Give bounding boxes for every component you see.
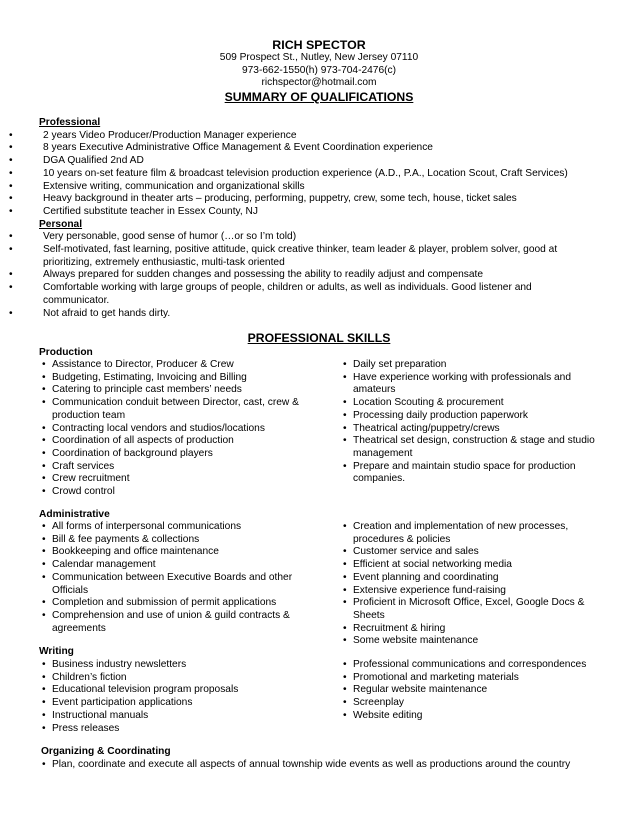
professional-item (9, 155, 599, 168)
bullet-icon: • (343, 371, 347, 383)
bullet-icon: • (42, 460, 46, 472)
writing-skill-text: Event participation applications (52, 697, 193, 709)
resume-header (0, 38, 638, 105)
production-skill (39, 423, 307, 436)
administrative-skill (340, 597, 602, 622)
administrative-heading-wrap (39, 509, 110, 522)
writing-skill (340, 659, 602, 672)
personal-heading: Personal (39, 218, 83, 230)
personal-item-text: Very personable, good sense of humor (…or so I’m told) (43, 231, 297, 243)
bullet-icon: • (42, 709, 46, 721)
bullet-icon: • (42, 609, 46, 621)
writing-skill-text: Instructional manuals (52, 709, 149, 721)
administrative-skill (39, 521, 307, 534)
professional-item-text: 10 years on-set feature film & broadcast television production experience (A.D., P.A., Location Scout, Craft Services) (43, 167, 568, 179)
address: 509 Prospect St., Nutley, New Jersey 07110 (219, 52, 419, 63)
bullet-icon: • (343, 684, 347, 696)
production-skill-text: Coordination of background players (52, 447, 213, 459)
professional-item (9, 193, 599, 206)
production-skill-text: Crowd control (52, 486, 115, 498)
professional-list (9, 129, 599, 219)
professional-item (9, 205, 599, 219)
bullet-icon: • (343, 422, 347, 434)
administrative-heading: Administrative (39, 509, 110, 520)
phone-numbers: 973-662-1550(h) 973-704-2476(c) (241, 64, 397, 76)
administrative-skill-text: Extensive experience fund-raising (353, 584, 506, 596)
administrative-right-column (340, 521, 602, 648)
administrative-skill (39, 546, 307, 559)
administrative-skill-text: Event planning and coordinating (353, 571, 499, 583)
administrative-skill-text: Comprehension and use of union & guild contracts & agreements (52, 609, 290, 634)
production-skill-text: Catering to principle cast members’ needs (52, 384, 242, 396)
administrative-skill-text: Completion and submission of permit applications (52, 597, 277, 609)
writing-skill (340, 684, 602, 697)
personal-item-text: Self-motivated, fast learning, positive attitude, quick creative thinker, team leader & player, problem solver, good at prioritizing, extremely enthusiastic, multi-task oriented (43, 244, 558, 268)
writing-skill (39, 723, 307, 736)
bullet-icon: • (343, 622, 347, 634)
professional-item-text: Heavy background in theater arts – producing, performing, puppetry, crew, some tech, house, ticket sales (43, 193, 517, 205)
bullet-icon: • (9, 180, 13, 192)
bullet-icon: • (343, 359, 347, 370)
writing-skill (340, 710, 602, 723)
bullet-icon: • (42, 697, 46, 709)
production-skill-text: Crew recruitment (52, 473, 130, 485)
writing-left-column (39, 659, 307, 735)
production-skill (39, 473, 307, 486)
production-heading-wrap (39, 347, 93, 360)
writing-skill-text: Press releases (52, 722, 120, 734)
administrative-skill (340, 521, 602, 546)
production-skill (39, 384, 307, 397)
organizing-section (41, 746, 621, 771)
professional-item (9, 167, 599, 181)
personal-item-text: Always prepared for sudden changes and possessing the ability to readily adjust and compensate (43, 269, 484, 281)
personal-item (9, 282, 599, 307)
bullet-icon: • (9, 142, 13, 154)
writing-skill (39, 710, 307, 723)
bullet-icon: • (343, 697, 347, 709)
administrative-skill (340, 559, 602, 572)
bullet-icon: • (42, 359, 46, 370)
bullet-icon: • (42, 422, 46, 434)
bullet-icon: • (42, 384, 46, 396)
bullet-icon: • (343, 659, 347, 670)
writing-right-column (340, 659, 602, 723)
administrative-skill (39, 572, 307, 597)
personal-list (9, 231, 599, 320)
bullet-icon: • (343, 671, 347, 683)
bullet-icon: • (42, 486, 46, 498)
production-skill-text: Contracting local vendors and studios/locations (52, 422, 265, 434)
administrative-skill-text: Proficient in Microsoft Office, Excel, Google Docs & Sheets (353, 597, 585, 621)
bullet-icon: • (9, 205, 13, 217)
professional-item (9, 180, 599, 194)
bullet-icon: • (42, 559, 46, 571)
bullet-icon: • (9, 307, 13, 319)
writing-skill-text: Regular website maintenance (353, 684, 488, 696)
administrative-right-list (340, 521, 602, 648)
professional-item-text: Certified substitute teacher in Essex County, NJ (43, 205, 258, 217)
writing-skill-text: Promotional and marketing materials (353, 671, 519, 683)
bullet-icon: • (42, 435, 46, 447)
writing-skill (39, 672, 307, 685)
production-skill-text: Theatrical set design, construction & stage and studio management (353, 435, 595, 459)
writing-skill-text: Children’s fiction (52, 671, 127, 683)
writing-left-list (39, 659, 307, 735)
production-skill (39, 486, 307, 499)
bullet-icon: • (343, 546, 347, 558)
writing-skill (39, 684, 307, 697)
production-skill-text: Craft services (52, 460, 115, 472)
bullet-icon: • (343, 521, 347, 532)
writing-skill (340, 672, 602, 685)
production-skill-text: Budgeting, Estimating, Invoicing and Billing (52, 371, 247, 383)
bullet-icon: • (42, 533, 46, 545)
bullet-icon: • (343, 397, 347, 409)
writing-skill-text: Educational television program proposals (52, 684, 239, 696)
administrative-skill-text: Bill & fee payments & collections (52, 533, 200, 545)
organizing-heading: Organizing & Coordinating (41, 746, 171, 757)
bullet-icon: • (343, 460, 347, 472)
bullet-icon: • (343, 559, 347, 571)
production-skill (340, 461, 602, 486)
personal-item-text: Comfortable working with large groups of people, children or adults, as well as individuals. Good listener and communicator. (43, 282, 532, 306)
writing-skill-text: Professional communications and correspondences (353, 659, 587, 670)
production-skill (340, 372, 602, 397)
writing-skill (39, 659, 307, 672)
production-skill (340, 397, 602, 410)
administrative-skill (39, 597, 307, 610)
applicant-name: RICH SPECTOR (272, 38, 366, 52)
administrative-skill-text: Calendar management (52, 559, 156, 571)
bullet-icon: • (343, 584, 347, 596)
administrative-skill (39, 559, 307, 572)
organizing-list (39, 759, 621, 772)
production-right-column (340, 359, 602, 486)
bullet-icon: • (42, 473, 46, 485)
bullet-icon: • (9, 282, 13, 294)
professional-item-text: 8 years Executive Administrative Office Management & Event Coordination experience (43, 142, 433, 154)
personal-item (9, 244, 599, 269)
production-skill-text: Prepare and maintain studio space for production companies. (353, 460, 576, 485)
production-left-column (39, 359, 307, 499)
bullet-icon: • (42, 758, 46, 770)
bullet-icon: • (343, 409, 347, 421)
bullet-icon: • (9, 244, 13, 256)
production-skill-text: Assistance to Director, Producer & Crew (52, 359, 234, 370)
professional-item (9, 129, 599, 143)
writing-skill-text: Website editing (353, 709, 423, 721)
production-skill-text: Processing daily production paperwork (353, 409, 528, 421)
administrative-skill-text: Creation and implementation of new processes, procedures & policies (353, 521, 569, 545)
administrative-skill-text: All forms of interpersonal communications (52, 521, 242, 532)
production-skill (39, 359, 307, 372)
bullet-icon: • (9, 193, 13, 205)
administrative-skill (39, 534, 307, 547)
bullet-icon: • (42, 397, 46, 409)
administrative-skill-text: Some website maintenance (353, 635, 479, 647)
writing-skill-text: Screenplay (353, 697, 404, 709)
email: richspector@hotmail.com (261, 77, 377, 89)
summary-professional-section (9, 117, 599, 320)
production-skill-text: Theatrical acting/puppetry/crews (353, 422, 500, 434)
production-skill (340, 410, 602, 423)
writing-skill (39, 697, 307, 710)
production-left-list (39, 359, 307, 499)
production-skill (340, 359, 602, 372)
administrative-skill-text: Recruitment & hiring (353, 622, 446, 634)
administrative-left-list (39, 521, 307, 635)
bullet-icon: • (9, 167, 13, 179)
organizing-skill-text: Plan, coordinate and execute all aspects of annual township wide events as well as productions around the country (52, 758, 571, 770)
administrative-left-column (39, 521, 307, 635)
bullet-icon: • (9, 269, 13, 281)
bullet-icon: • (343, 709, 347, 721)
personal-item (9, 269, 599, 282)
bullet-icon: • (42, 671, 46, 683)
professional-heading: Professional (39, 117, 101, 128)
bullet-icon: • (343, 435, 347, 447)
production-skill (39, 448, 307, 461)
administrative-skill (39, 610, 307, 635)
bullet-icon: • (42, 521, 46, 532)
administrative-skill (340, 635, 602, 648)
professional-item-text: DGA Qualified 2nd AD (43, 155, 144, 167)
administrative-skill-text: Customer service and sales (353, 546, 479, 558)
production-skill (39, 397, 307, 422)
writing-skill (340, 697, 602, 710)
skills-title: PROFESSIONAL SKILLS (247, 331, 391, 345)
bullet-icon: • (42, 546, 46, 558)
production-heading: Production (39, 347, 93, 358)
writing-right-list (340, 659, 602, 723)
bullet-icon: • (9, 155, 13, 167)
personal-item (9, 307, 599, 321)
production-skill-text: Daily set preparation (353, 359, 447, 370)
bullet-icon: • (42, 371, 46, 383)
bullet-icon: • (42, 722, 46, 734)
summary-title: SUMMARY OF QUALIFICATIONS (224, 89, 414, 104)
professional-item (9, 142, 599, 155)
writing-heading-wrap (39, 646, 74, 659)
writing-skill-text: Business industry newsletters (52, 659, 187, 670)
professional-item-text: 2 years Video Producer/Production Manager experience (43, 129, 297, 141)
production-skill (340, 435, 602, 460)
production-skill-text: Communication conduit between Director, cast, crew & production team (52, 397, 299, 421)
personal-item-text: Not afraid to get hands dirty. (43, 307, 171, 319)
administrative-skill (340, 546, 602, 559)
production-skill-text: Coordination of all aspects of production (52, 435, 234, 447)
bullet-icon: • (42, 659, 46, 670)
administrative-skill (340, 585, 602, 598)
bullet-icon: • (343, 571, 347, 583)
administrative-skill-text: Efficient at social networking media (353, 559, 512, 571)
administrative-skill-text: Bookkeeping and office maintenance (52, 546, 219, 558)
production-right-list (340, 359, 602, 486)
production-skill-text: Location Scouting & procurement (353, 397, 504, 409)
administrative-skill (340, 572, 602, 585)
production-skill (340, 423, 602, 436)
administrative-skill-text: Communication between Executive Boards and other Officials (52, 571, 293, 596)
production-skill (39, 461, 307, 474)
personal-item (9, 231, 599, 244)
bullet-icon: • (343, 635, 347, 647)
bullet-icon: • (42, 684, 46, 696)
bullet-icon: • (343, 597, 347, 609)
bullet-icon: • (42, 597, 46, 609)
organizing-skill (39, 759, 621, 772)
administrative-skill (340, 623, 602, 636)
production-skill (39, 435, 307, 448)
writing-heading: Writing (39, 646, 74, 657)
production-skill (39, 372, 307, 385)
production-skill-text: Have experience working with professionals and amateurs (353, 371, 572, 396)
bullet-icon: • (9, 129, 13, 141)
professional-item-text: Extensive writing, communication and organizational skills (43, 180, 305, 192)
bullet-icon: • (42, 571, 46, 583)
bullet-icon: • (9, 231, 13, 243)
bullet-icon: • (42, 447, 46, 459)
